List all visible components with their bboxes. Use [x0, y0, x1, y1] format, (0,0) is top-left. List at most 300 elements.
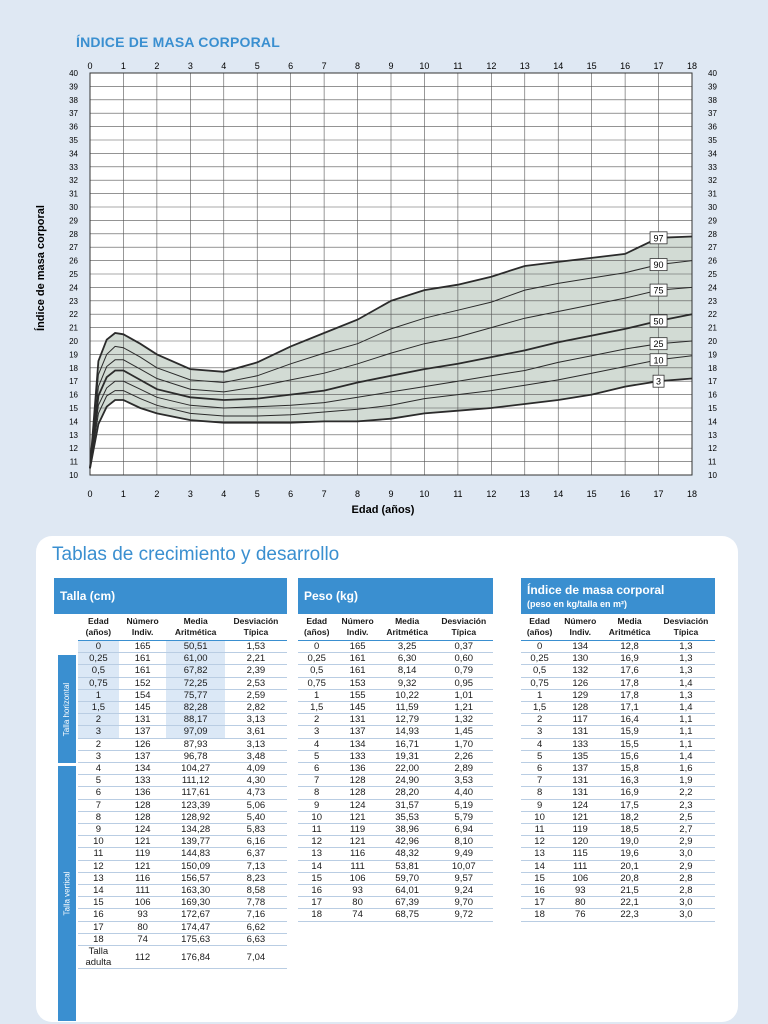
table-cell: 131: [335, 714, 379, 726]
table-cell: 3,13: [225, 738, 287, 750]
y-tick-label-right: 18: [708, 363, 717, 373]
table-cell: 4,09: [225, 763, 287, 775]
series-label-text: 10: [653, 355, 664, 366]
table-cell: 134,28: [166, 824, 224, 836]
table-cell: 9,32: [380, 677, 435, 689]
table-cell: 0,75: [521, 677, 558, 689]
table-cell: 134: [558, 641, 602, 653]
table-cell: 119: [335, 824, 379, 836]
table-cell: 5: [298, 750, 335, 762]
table-row: [298, 750, 493, 762]
table-peso-grid: [298, 614, 493, 922]
table-cell: 3: [78, 726, 119, 738]
table-cell: 134: [119, 763, 167, 775]
table-cell: 1,45: [435, 726, 493, 738]
table-cell: 22,1: [602, 897, 657, 909]
y-tick-label-left: 15: [69, 404, 78, 413]
table-row: [521, 787, 715, 799]
table-row: [521, 909, 715, 921]
table-row: [78, 653, 287, 665]
table-cell: 144,83: [166, 848, 224, 860]
y-tick-label-right: 37: [708, 109, 717, 119]
table-cell: 119: [558, 824, 602, 836]
table-cell: 115: [558, 848, 602, 860]
y-tick-label-right: 15: [708, 404, 717, 413]
table-cell: 6,63: [225, 933, 287, 945]
series-label-p25: [650, 338, 667, 350]
table-cell: 133: [558, 738, 602, 750]
table-cell: 31,57: [380, 799, 435, 811]
table-cell: 1,4: [657, 750, 715, 762]
table-row: [78, 641, 287, 653]
table-cell: 1,53: [225, 641, 287, 653]
table-cell: 131: [119, 714, 167, 726]
table-cell: 131: [558, 787, 602, 799]
table-cell: 2,82: [225, 702, 287, 714]
table-row: [78, 909, 287, 921]
series-label-p97: [650, 232, 667, 244]
table-cell: 120: [558, 836, 602, 848]
table-cell: 12,8: [602, 641, 657, 653]
table-cell: 5,40: [225, 811, 287, 823]
y-tick-label-left: 17: [69, 377, 78, 387]
table-cell: 4,40: [435, 787, 493, 799]
series-label-p75: [650, 284, 667, 296]
table-row: [298, 738, 493, 750]
table-talla-grid: [78, 614, 287, 969]
table-cell: Talla adulta: [78, 946, 119, 969]
table-row: [78, 689, 287, 701]
table-cell: 8,10: [435, 836, 493, 848]
table-cell: 112: [119, 946, 167, 969]
table-row: [298, 848, 493, 860]
table-row: [78, 738, 287, 750]
y-tick-label-left: 24: [69, 283, 78, 293]
y-tick-label-left: 39: [69, 82, 78, 92]
table-cell: 3,0: [657, 909, 715, 921]
y-tick-label-right: 13: [708, 430, 717, 440]
table-cell: 152: [119, 677, 167, 689]
table-row: [521, 775, 715, 787]
table-cell: 129: [558, 689, 602, 701]
talla-header-cell: Número Indiv.: [119, 614, 167, 641]
x-tick-label-bottom: 4: [221, 489, 227, 499]
y-tick-label-left: 16: [69, 390, 78, 400]
table-cell: 11: [78, 848, 119, 860]
y-tick-label-left: 38: [69, 95, 78, 105]
table-row: [78, 677, 287, 689]
table-row: [521, 677, 715, 689]
chart-title: ÍNDICE DE MASA CORPORAL: [76, 34, 280, 50]
y-tick-label-left: 20: [69, 337, 78, 346]
table-cell: 161: [119, 653, 167, 665]
y-tick-label-right: 17: [708, 377, 717, 387]
table-cell: 9: [521, 799, 558, 811]
table-cell: 2,9: [657, 860, 715, 872]
table-cell: 17,5: [602, 799, 657, 811]
table-cell: 9,72: [435, 909, 493, 921]
table-cell: 7,16: [225, 909, 287, 921]
table-cell: 161: [119, 665, 167, 677]
table-cell: 38,96: [380, 824, 435, 836]
table-row: [298, 665, 493, 677]
table-cell: 121: [335, 811, 379, 823]
table-cell: 128: [558, 702, 602, 714]
table-row: [521, 799, 715, 811]
y-tick-label-right: 16: [708, 390, 717, 400]
table-cell: 67,39: [380, 897, 435, 909]
table-cell: 22,00: [380, 763, 435, 775]
y-tick-label-left: 34: [69, 149, 78, 159]
series-label-text: 97: [653, 233, 664, 244]
table-cell: 1,9: [657, 775, 715, 787]
table-cell: 15: [298, 872, 335, 884]
table-cell: 11,59: [380, 702, 435, 714]
table-talla: [54, 578, 287, 969]
table-cell: 0,25: [521, 653, 558, 665]
table-cell: 134: [335, 738, 379, 750]
y-tick-label-left: 27: [69, 243, 78, 253]
table-cell: 8,14: [380, 665, 435, 677]
imc-header-cell: Edad (años): [521, 614, 558, 641]
table-row: [78, 750, 287, 762]
table-row: [78, 775, 287, 787]
x-tick-label-top: 7: [321, 61, 327, 71]
table-cell: 67,82: [166, 665, 224, 677]
table-cell: 6,94: [435, 824, 493, 836]
table-cell: 19,31: [380, 750, 435, 762]
y-tick-label-right: 39: [708, 82, 717, 92]
table-cell: 2,59: [225, 689, 287, 701]
table-cell: 104,27: [166, 763, 224, 775]
table-row: [298, 689, 493, 701]
table-cell: 12: [78, 860, 119, 872]
y-tick-label-right: 26: [708, 256, 717, 266]
table-cell: 10: [298, 811, 335, 823]
table-cell: 5,19: [435, 799, 493, 811]
table-cell: 10: [78, 836, 119, 848]
table-cell: 88,17: [166, 714, 224, 726]
table-cell: 136: [119, 787, 167, 799]
table-cell: 161: [335, 665, 379, 677]
y-tick-label-right: 19: [708, 350, 717, 360]
table-cell: 20,1: [602, 860, 657, 872]
table-cell: 137: [335, 726, 379, 738]
x-tick-label-bottom: 3: [187, 489, 193, 499]
y-tick-label-left: 31: [69, 189, 78, 199]
table-cell: 1,5: [298, 702, 335, 714]
table-cell: 76: [558, 909, 602, 921]
table-cell: 0,75: [298, 677, 335, 689]
table-cell: 163,30: [166, 885, 224, 897]
table-cell: 18,2: [602, 811, 657, 823]
x-tick-label-top: 5: [254, 61, 260, 71]
table-cell: 117: [558, 714, 602, 726]
table-cell: 53,81: [380, 860, 435, 872]
x-tick-label-top: 10: [419, 61, 430, 71]
table-cell: 20,8: [602, 872, 657, 884]
table-row: [521, 885, 715, 897]
peso-header-cell: Desviación Típica: [435, 614, 493, 641]
table-cell: 1,1: [657, 726, 715, 738]
y-tick-label-right: 30: [708, 203, 717, 212]
y-tick-label-right: 33: [708, 162, 717, 172]
table-cell: 2,5: [657, 811, 715, 823]
y-tick-label-right: 21: [708, 323, 717, 333]
table-cell: 17,8: [602, 677, 657, 689]
table-row: [78, 946, 287, 969]
table-cell: 128: [335, 787, 379, 799]
table-row: [298, 799, 493, 811]
table-cell: 22,3: [602, 909, 657, 921]
table-cell: 21,5: [602, 885, 657, 897]
y-tick-label-left: 28: [69, 229, 78, 239]
table-cell: 11: [298, 824, 335, 836]
x-tick-label-top: 11: [453, 61, 463, 71]
table-row: [298, 787, 493, 799]
x-tick-label-bottom: 2: [154, 489, 160, 499]
table-cell: 3,13: [225, 714, 287, 726]
series-label-p10: [650, 354, 667, 366]
talla-header-cell: Media Aritmética: [166, 614, 224, 641]
table-cell: 124: [119, 824, 167, 836]
x-tick-label-top: 1: [120, 61, 126, 71]
table-cell: 59,70: [380, 872, 435, 884]
table-cell: 74: [335, 909, 379, 921]
table-cell: 1,1: [657, 714, 715, 726]
y-tick-label-left: 23: [69, 296, 78, 306]
table-cell: 9,49: [435, 848, 493, 860]
y-tick-label-left: 32: [69, 176, 78, 186]
table-cell: 2: [298, 714, 335, 726]
y-tick-label-left: 21: [69, 323, 78, 333]
table-cell: 87,93: [166, 738, 224, 750]
series-label-p3: [653, 375, 664, 387]
table-cell: 116: [119, 872, 167, 884]
table-row: [298, 836, 493, 848]
tables-panel: [36, 536, 738, 1022]
imc-header-cell: Media Aritmética: [602, 614, 657, 641]
table-cell: 80: [335, 897, 379, 909]
x-tick-label-top: 0: [87, 61, 93, 71]
table-cell: 3,0: [657, 848, 715, 860]
y-tick-label-left: 26: [69, 256, 78, 266]
table-cell: 126: [119, 738, 167, 750]
table-peso-header: [298, 578, 493, 614]
table-row: [521, 811, 715, 823]
table-cell: 137: [119, 750, 167, 762]
table-cell: 1,5: [78, 702, 119, 714]
table-cell: 15,5: [602, 738, 657, 750]
table-cell: 137: [558, 763, 602, 775]
table-row: [521, 848, 715, 860]
table-cell: 50,51: [166, 641, 224, 653]
table-cell: 16: [521, 885, 558, 897]
table-imc-grid: [521, 614, 715, 922]
table-cell: 15: [521, 872, 558, 884]
table-cell: 0,95: [435, 677, 493, 689]
x-tick-label-top: 18: [686, 61, 698, 71]
table-cell: 169,30: [166, 897, 224, 909]
y-tick-label-left: 33: [69, 162, 78, 172]
y-tick-label-right: 32: [708, 176, 717, 186]
table-cell: 13: [298, 848, 335, 860]
table-cell: 135: [558, 750, 602, 762]
table-cell: 12: [298, 836, 335, 848]
table-cell: 8: [78, 811, 119, 823]
table-cell: 3: [78, 750, 119, 762]
table-cell: 1,3: [657, 689, 715, 701]
table-row: [521, 872, 715, 884]
x-tick-label-top: 9: [388, 61, 394, 71]
x-tick-label-top: 3: [187, 61, 193, 71]
table-row: [298, 653, 493, 665]
table-cell: 8,58: [225, 885, 287, 897]
table-cell: 7,13: [225, 860, 287, 872]
table-cell: 176,84: [166, 946, 224, 969]
y-tick-label-left: 12: [69, 444, 78, 454]
y-tick-label-left: 25: [69, 270, 78, 279]
y-tick-label-left: 13: [69, 430, 78, 440]
table-cell: 4,30: [225, 775, 287, 787]
table-cell: 1: [521, 689, 558, 701]
table-cell: 121: [558, 811, 602, 823]
x-tick-label-bottom: 13: [519, 489, 530, 499]
table-cell: 161: [335, 653, 379, 665]
table-row: [78, 921, 287, 933]
table-cell: 139,77: [166, 836, 224, 848]
y-tick-label-left: 18: [69, 363, 78, 373]
x-tick-label-bottom: 7: [321, 489, 327, 499]
side-label-vertical: Talla vertical: [58, 766, 76, 1021]
table-talla-header: [54, 578, 287, 614]
table-cell: 13: [521, 848, 558, 860]
table-row: [298, 872, 493, 884]
table-cell: 0: [298, 641, 335, 653]
table-cell: 7: [78, 799, 119, 811]
table-cell: 0,60: [435, 653, 493, 665]
table-cell: 80: [119, 921, 167, 933]
table-cell: 97,09: [166, 726, 224, 738]
table-cell: 0,25: [78, 653, 119, 665]
table-row: [298, 641, 493, 653]
table-cell: 3,0: [657, 897, 715, 909]
table-cell: 4: [298, 738, 335, 750]
table-row: [78, 811, 287, 823]
table-cell: 117,61: [166, 787, 224, 799]
x-tick-label-top: 15: [586, 61, 597, 71]
table-row: [78, 860, 287, 872]
table-cell: 2,8: [657, 872, 715, 884]
table-cell: 5,79: [435, 811, 493, 823]
table-cell: 48,32: [380, 848, 435, 860]
table-cell: 15,8: [602, 763, 657, 775]
table-cell: 10,22: [380, 689, 435, 701]
table-cell: 128,92: [166, 811, 224, 823]
y-tick-label-right: 40: [708, 69, 717, 78]
table-row: [78, 726, 287, 738]
table-cell: 3,53: [435, 775, 493, 787]
y-tick-label-right: 25: [708, 270, 717, 279]
x-tick-label-top: 6: [288, 61, 294, 71]
table-cell: 174,47: [166, 921, 224, 933]
table-cell: 111,12: [166, 775, 224, 787]
table-cell: 6,30: [380, 653, 435, 665]
table-cell: 12: [521, 836, 558, 848]
table-cell: 14: [78, 885, 119, 897]
table-cell: 16,9: [602, 653, 657, 665]
table-cell: 28,20: [380, 787, 435, 799]
table-cell: 93: [119, 909, 167, 921]
table-row: [298, 811, 493, 823]
table-cell: 1,4: [657, 702, 715, 714]
table-cell: 6: [298, 763, 335, 775]
table-row: [78, 836, 287, 848]
x-tick-label-top: 12: [486, 61, 497, 71]
table-row: [78, 763, 287, 775]
table-cell: 145: [335, 702, 379, 714]
table-cell: 131: [558, 775, 602, 787]
table-cell: 150,09: [166, 860, 224, 872]
table-cell: 111: [558, 860, 602, 872]
table-row: [298, 726, 493, 738]
table-cell: 17,1: [602, 702, 657, 714]
table-imc-subtitle: (peso en kg/talla en m²): [527, 599, 628, 609]
table-row: [521, 897, 715, 909]
section-title: Tablas de crecimiento y desarrollo: [52, 544, 340, 565]
table-cell: 1,4: [657, 677, 715, 689]
y-tick-label-right: 27: [708, 243, 717, 253]
table-cell: 3: [521, 726, 558, 738]
table-cell: 14: [298, 860, 335, 872]
table-cell: 1,21: [435, 702, 493, 714]
table-row: [78, 702, 287, 714]
table-cell: 4: [521, 738, 558, 750]
table-cell: 10,07: [435, 860, 493, 872]
x-tick-label-bottom: 12: [486, 489, 497, 499]
table-cell: 132: [558, 665, 602, 677]
table-cell: 4,73: [225, 787, 287, 799]
table-cell: 106: [335, 872, 379, 884]
table-row: [521, 665, 715, 677]
y-tick-label-right: 14: [708, 417, 717, 427]
table-cell: 106: [558, 872, 602, 884]
table-row: [298, 702, 493, 714]
table-cell: 9: [298, 799, 335, 811]
table-cell: 121: [119, 860, 167, 872]
peso-header-cell: Edad (años): [298, 614, 335, 641]
table-cell: 14: [521, 860, 558, 872]
table-row: [78, 787, 287, 799]
table-row: [298, 897, 493, 909]
table-cell: 17,6: [602, 665, 657, 677]
table-cell: 15,6: [602, 750, 657, 762]
table-cell: 5: [521, 750, 558, 762]
x-tick-label-bottom: 11: [453, 489, 463, 499]
table-cell: 75,77: [166, 689, 224, 701]
table-cell: 5: [78, 775, 119, 787]
table-cell: 0,37: [435, 641, 493, 653]
table-cell: 68,75: [380, 909, 435, 921]
table-cell: 7,04: [225, 946, 287, 969]
table-cell: 17,8: [602, 689, 657, 701]
table-row: [521, 836, 715, 848]
table-cell: 2,9: [657, 836, 715, 848]
table-cell: 9,24: [435, 885, 493, 897]
table-cell: 126: [558, 677, 602, 689]
table-cell: 8: [521, 787, 558, 799]
table-cell: 153: [335, 677, 379, 689]
